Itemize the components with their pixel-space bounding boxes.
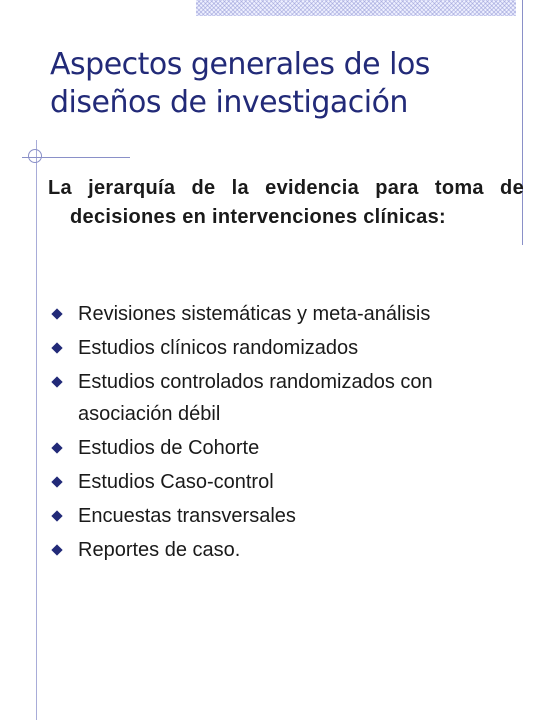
list-item-text: Estudios Caso-control: [78, 471, 274, 493]
diamond-bullet-icon: [51, 342, 62, 353]
decorative-margin-line: [36, 140, 37, 720]
decorative-circle-icon: [28, 149, 42, 163]
list-item-text: Revisiones sistemáticas y meta-análisis: [78, 303, 431, 325]
list-item: [50, 366, 520, 430]
list-item-text: Estudios de Cohorte: [78, 437, 260, 459]
slide-title-line-2: diseños de investigación: [50, 85, 408, 120]
intro-paragraph: La jerarquía de la evidencia para toma de decisiones en intervenciones clínicas:: [48, 177, 524, 228]
list-item-text: Estudios clínicos randomizados: [78, 337, 359, 359]
diamond-bullet-icon: [51, 376, 62, 387]
list-item: [50, 432, 520, 464]
list-item: [50, 534, 520, 566]
list-item: [50, 500, 520, 532]
diamond-bullet-icon: [51, 308, 62, 319]
diamond-bullet-icon: [51, 442, 62, 453]
diamond-bullet-icon: [51, 476, 62, 487]
evidence-hierarchy-list: [50, 298, 520, 568]
decorative-hatch-band: [196, 0, 516, 16]
list-item: [50, 298, 520, 330]
list-item: [50, 466, 520, 498]
diamond-bullet-icon: [51, 544, 62, 555]
list-item-text: Reportes de caso.: [78, 539, 241, 561]
list-item-text: Encuestas transversales: [78, 505, 296, 527]
slide-title-line-1: Aspectos generales de los: [50, 47, 430, 82]
diamond-bullet-icon: [51, 510, 62, 521]
list-item: [50, 332, 520, 364]
list-item-text: Estudios controlados randomizados con asociación débil: [78, 371, 433, 425]
slide-title: [50, 46, 510, 122]
